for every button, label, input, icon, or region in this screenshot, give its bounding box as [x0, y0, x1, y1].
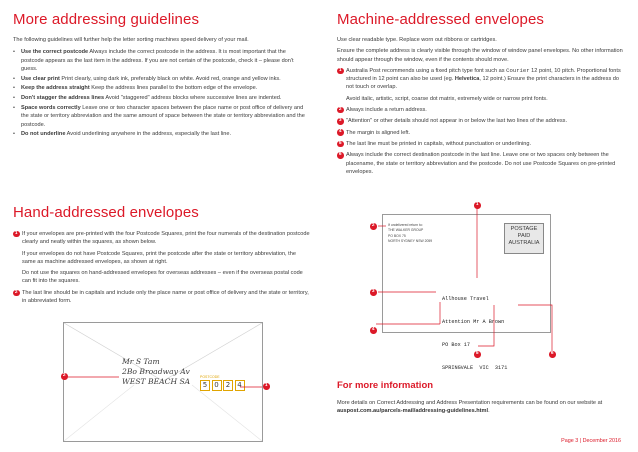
handwritten-line: WEST BEACH SA [122, 377, 191, 386]
machine-address-line: PO Box 17 [442, 341, 471, 348]
number-2-icon: 2 [14, 289, 18, 295]
guidelines-intro: The following guidelines will further help the letter sorting machines speed delivery of your mail. [13, 37, 249, 43]
number-4-icon: 4 [338, 129, 342, 135]
postcode-square: 4 [235, 380, 245, 391]
machine-item-3: 3 "Attention" or other details should not appear in or below the last two lines of the address. [338, 118, 568, 125]
hand-item-2: 2 The last line should be in capitals and include only the place name or post office of delivery and the state or territory, in abbreviated form. [14, 289, 309, 305]
callout-5-icon: 5 [475, 351, 479, 356]
number-1-icon: 1 [14, 230, 18, 236]
postage-line: POSTAGE [510, 226, 538, 232]
addressing-guidelines-link[interactable]: auspost.com.au/parcels-mail/addressing-guidelines.html [337, 408, 489, 415]
machine-item-5: 5 The last line must be printed in capitals, without punctuation or underlining. [338, 140, 532, 147]
callout-4-icon: 4 [371, 327, 375, 332]
callout-2-icon: 2 [371, 223, 375, 228]
guideline-item: • Use clear print Print clearly, using dark ink, preferably black on white. Avoid red, orange and yellow inks. [13, 75, 310, 83]
postage-line: AUSTRALIA [508, 240, 540, 246]
machine-address-line: Allhouse Travel [442, 296, 489, 303]
hand-item-1c: Do not use the squares on hand-addressed envelopes for overseas addresses – even if the overseas postal code can fit into the squares. [22, 270, 303, 285]
return-address-line: NORTH SYDNEY NSW 2059 [388, 238, 433, 243]
more-information-section [337, 380, 627, 416]
page-footer: Page 3 | December 2016 [561, 438, 621, 444]
callout-3-icon: 3 [371, 289, 375, 294]
machine-item-6: 6 Always include the correct destination postcode in the last line. Leave one or two spaces only between the placename, the state or territory abbreviation and the postcode. Do not use Postcode Squares on pre-printed envelopes. [338, 152, 616, 175]
machine-address-line: SPRINGVALE VIC 3171 [442, 364, 508, 371]
return-address-line: PO BOX 75 [388, 233, 406, 238]
callout-1-icon: 1 [475, 202, 479, 207]
machine-item-1-note: Avoid italic, artistic, script, coarse dot matrix, extremely wide or narrow print fonts. [346, 95, 548, 102]
callout-6-icon: 6 [550, 351, 554, 356]
hand-item-1: 1 If your envelopes are pre-printed with the four Postcode Squares, print the four numerals of the destination postcode clearly and neatly within the squares, as shown below. [14, 230, 310, 246]
callout-2-icon: 2 [62, 373, 66, 378]
section-title-hand-addressed: Hand-addressed envelopes [13, 204, 199, 221]
callout-1-icon: 1 [264, 383, 268, 388]
section-title-more-info: For more information [337, 380, 434, 391]
handwritten-line: 2Bo Broadway Av [122, 367, 190, 376]
number-6-icon: 6 [338, 152, 342, 158]
machine-para-1: Use clear readable type. Replace worn out ribbons or cartridges. [337, 37, 497, 43]
hand-item-1b: If your envelopes do not have Postcode Squares, print the postcode after the state or territory abbreviation, the same as machine addressed envelopes, as shown at right. [22, 250, 296, 265]
machine-para-2: Ensure the complete address is clearly visible through the window of window panel envelopes. No other information should appear through the window, even if the contents should move. [337, 48, 623, 63]
guideline-item: • Keep the address straight Keep the address lines parallel to the bottom edge of the envelope. [13, 84, 310, 92]
postcode-square: 5 [200, 380, 210, 391]
return-address-line: THE WALKER GROUP [388, 228, 424, 233]
machine-item-2: 2 Always include a return address. [338, 106, 427, 114]
guideline-item: • Use the correct postcode Always include the correct postcode in the address. It is most important that the postcode appears as the last item in the address. If you are not certain of the postcode, check it – please don't guess. [13, 48, 310, 73]
machine-item-1: 1 Australia Post recommends using a fixed pitch type font such as Courier 12 point, 10 pitch. Proportional fonts structured in 12 point can also be used (eg. Helvetica, 12 point.) Ensure the print characters in the address do not touch or overlap. [338, 66, 621, 91]
number-3-icon: 3 [338, 118, 342, 124]
number-2-icon: 2 [338, 106, 342, 112]
guideline-item: • Do not underline Avoid underlining anywhere in the address, especially the last line. [13, 130, 310, 138]
guideline-item: • Don't stagger the address lines Avoid "staggered" address blocks where successive lines are indented. [13, 94, 310, 102]
section-title-more-guidelines: More addressing guidelines [13, 11, 200, 28]
machine-address-line: Attention Mr A Brown [442, 318, 505, 325]
section-title-machine-addressed: Machine-addressed envelopes [337, 11, 544, 28]
number-1-icon: 1 [338, 67, 342, 73]
handwritten-line: Mr S Tam [122, 357, 160, 366]
number-5-icon: 5 [338, 140, 342, 146]
return-address-line: If undelivered return to: [388, 223, 423, 227]
guideline-item: • Space words correctly Leave one or two character spaces between the place name or post office of delivery and the state or territory abbreviation and the same amount of space between the state or territory abbreviation and the postcode. [13, 104, 310, 129]
postcode-squares-label: POSTCODE [200, 375, 220, 379]
more-info-text: More details on Correct Addressing and Address Presentation requirements can be found on our website at auspost.com.au/parcels-mail/addressing-guidelines.html. [337, 400, 603, 415]
postage-line: PAID [517, 233, 531, 239]
postcode-square: 0 [212, 380, 222, 391]
postcode-square: 2 [223, 380, 233, 391]
machine-item-4: 4 The margin is aligned left. [338, 129, 411, 136]
